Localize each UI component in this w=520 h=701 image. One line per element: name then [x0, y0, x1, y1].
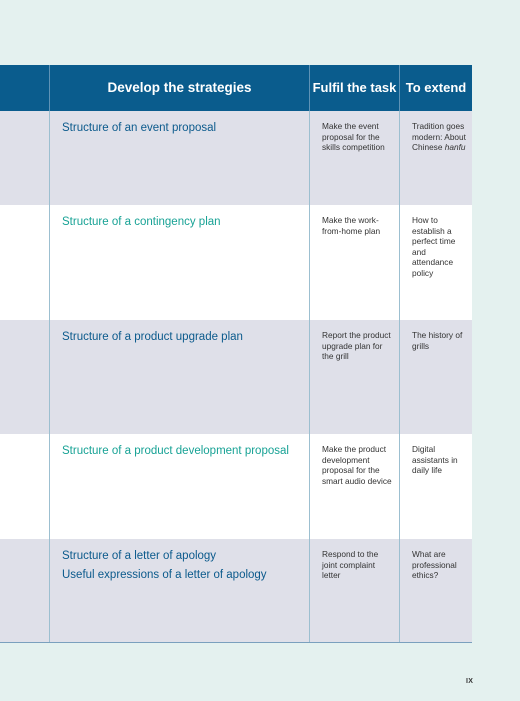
row-blank-cell [0, 320, 50, 434]
row-blank-cell [0, 539, 50, 642]
extend-cell [400, 205, 472, 320]
table-header [0, 65, 472, 111]
strategies-cell [50, 434, 310, 539]
table-row [0, 111, 472, 205]
task-cell [310, 205, 400, 320]
strategy-title: Structure of a letter of apology [62, 550, 217, 562]
strategy-title: Structure of a product development proposal [62, 445, 289, 457]
row-blank-cell [0, 111, 50, 205]
extend-text: Digital assistants in daily life [412, 444, 458, 475]
table-bottom-divider [0, 642, 472, 643]
extend-text: What are professional ethics? [412, 549, 457, 580]
extend-cell [400, 320, 472, 434]
strategies-cell [50, 205, 310, 320]
strategies-cell [50, 111, 310, 205]
header-develop-strategies: Develop the strategies [50, 65, 310, 111]
header-to-extend: To extend [405, 80, 467, 95]
strategy-title: Structure of a contingency plan [62, 216, 221, 228]
extend-text: How to establish a perfect time and attendance policy [412, 215, 456, 278]
task-cell [310, 434, 400, 539]
page-number: IX [466, 678, 474, 685]
strategy-title: Useful expressions of a letter of apology [62, 569, 267, 581]
task-text: Make the product development proposal for the smart audio device [322, 444, 392, 486]
task-text: Report the product upgrade plan for the grill [322, 330, 391, 361]
task-text: Respond to the joint complaint letter [322, 549, 379, 580]
table-row [0, 434, 472, 539]
task-cell [310, 539, 400, 642]
table-row [0, 205, 472, 320]
task-cell [310, 111, 400, 205]
strategy-title: Structure of an event proposal [62, 122, 217, 134]
task-cell [310, 320, 400, 434]
task-text: Make the event proposal for the skills competition [322, 121, 385, 152]
row-blank-cell [0, 205, 50, 320]
extend-text: Tradition goes modern: About Chinese hanfu [412, 121, 466, 152]
extend-cell [400, 111, 472, 205]
row-blank-cell [0, 434, 50, 539]
extend-cell [400, 434, 472, 539]
strategies-cell [50, 539, 310, 642]
table-row [0, 320, 472, 434]
header-blank-cell [0, 65, 50, 111]
strategies-cell [50, 320, 310, 434]
extend-italic-text: hanfu [444, 142, 466, 152]
strategy-title: Structure of a product upgrade plan [62, 331, 243, 343]
header-fulfil-task: Fulfil the task [310, 65, 400, 111]
extend-cell [400, 539, 472, 642]
task-text: Make the work-from-home plan [322, 215, 381, 236]
contents-table [0, 65, 472, 642]
table-row [0, 539, 472, 642]
extend-text: The history of grills [412, 330, 463, 351]
